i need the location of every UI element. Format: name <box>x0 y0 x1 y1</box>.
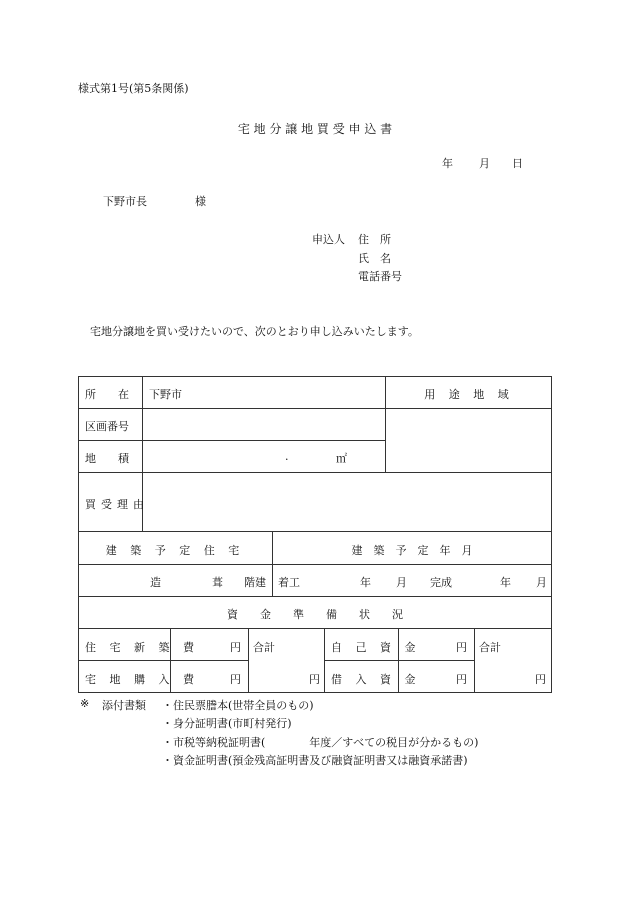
location-label: 所 在 <box>85 388 129 401</box>
attachment-item: ・資金証明書(預金残高証明書及び融資証明書又は融資承諾書) <box>162 754 468 767</box>
attachment-item: ・市税等納税証明書( 年度／すべての税目が分かるもの) <box>162 736 479 749</box>
lot-number-label: 区画番号 <box>85 420 129 433</box>
attachment-item: ・住民票謄本(世帯全員のもの) <box>162 699 314 712</box>
structure-label: 造 <box>150 576 161 589</box>
applicant-label: 申込人 <box>312 233 345 246</box>
total-label-1: 合計 <box>253 641 275 654</box>
new-build-label: 住 宅 新 築 費 <box>85 641 199 654</box>
applicant-phone: 電話番号 <box>358 270 402 283</box>
own-funds-yen: 円 <box>456 641 467 654</box>
reason-label: 買受理由 <box>85 498 149 511</box>
funds-label: 資 金 準 備 状 況 <box>227 608 403 621</box>
new-build-yen: 円 <box>230 641 241 654</box>
area-unit: ㎡ <box>336 452 347 465</box>
reason-value[interactable] <box>149 478 545 526</box>
complete-year: 年 <box>500 576 511 589</box>
applicant-address: 住 所 <box>358 233 391 246</box>
document-title: 宅 地 分 譲 地 買 受 申 込 書 <box>237 122 393 136</box>
date-month: 月 <box>479 157 490 170</box>
date-day: 日 <box>512 157 523 170</box>
start-label: 着工 <box>278 576 300 589</box>
total-yen-1: 円 <box>309 673 320 686</box>
start-month: 月 <box>396 576 407 589</box>
area-dot: . <box>285 450 289 463</box>
purchase-label: 宅 地 購 入 費 <box>85 673 199 686</box>
plan-date-label: 建 築 予 定 年 月 <box>351 544 473 557</box>
own-funds-label: 自 己 資 金 <box>331 641 421 654</box>
area-label: 地 積 <box>85 452 129 465</box>
addressee-honorific: 様 <box>195 195 206 208</box>
total-yen-2: 円 <box>535 673 546 686</box>
complete-month: 月 <box>536 576 547 589</box>
zoning-label: 用 途 地 域 <box>424 388 514 401</box>
applicant-name: 氏 名 <box>358 252 391 265</box>
intro-text: 宅地分譲地を買い受けたいので、次のとおり申し込みいたします。 <box>90 325 419 338</box>
attachments-label: 添付書類 <box>102 699 146 712</box>
loan-yen: 円 <box>456 673 467 686</box>
total-label-2: 合計 <box>479 641 501 654</box>
plan-label: 建 築 予 定 住 宅 <box>105 544 245 557</box>
attachment-item: ・身分証明書(市町村発行) <box>162 717 292 730</box>
floors-label: 葺 <box>212 576 223 589</box>
loan-label: 借 入 資 金 <box>331 673 421 686</box>
attachments-mark: ※ <box>80 697 90 710</box>
location-value: 下野市 <box>149 388 182 401</box>
addressee-name: 下野市長 <box>103 195 147 208</box>
date-year: 年 <box>442 157 453 170</box>
purchase-yen: 円 <box>230 673 241 686</box>
lot-number-value[interactable] <box>149 412 379 434</box>
stories-label: 階建 <box>244 576 266 589</box>
start-year: 年 <box>360 576 371 589</box>
form-number: 様式第1号(第5条関係) <box>78 82 189 95</box>
complete-label: 完成 <box>430 576 452 589</box>
